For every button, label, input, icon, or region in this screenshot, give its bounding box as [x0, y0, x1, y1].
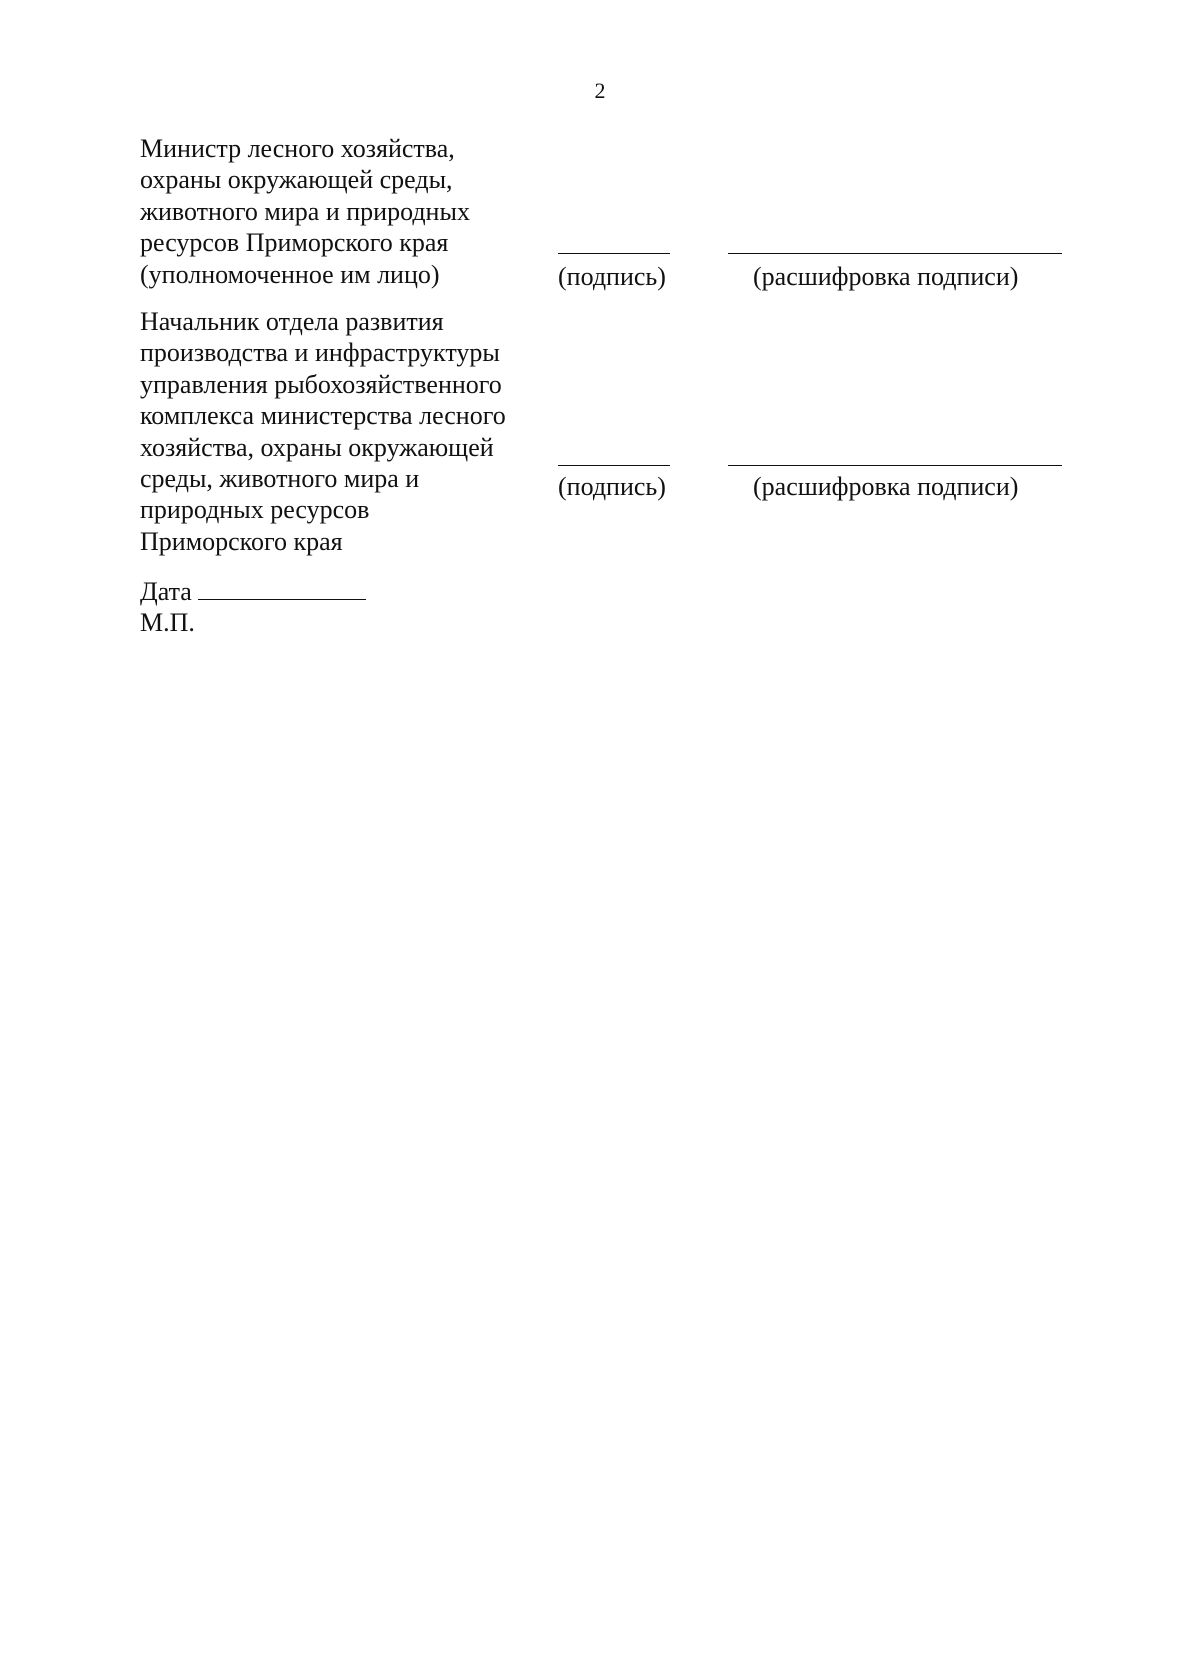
role-line: Начальник отдела развития	[140, 307, 444, 336]
role-line: комплекса министерства лесного	[140, 401, 506, 431]
signature-block-minister	[140, 133, 1080, 293]
role-line: (уполномоченное им лицо)	[140, 259, 440, 289]
role-line: животного мира и природных	[140, 196, 470, 226]
role-line: охраны окружающей среды,	[140, 165, 453, 195]
role-line: производства и инфраструктуры	[140, 338, 500, 368]
decoding-caption: (расшифровка подписи)	[753, 472, 1019, 501]
date-row	[140, 576, 366, 607]
signature-block-department-head	[140, 306, 1080, 566]
role-line: природных ресурсов	[140, 495, 370, 525]
role-line: Приморского края	[140, 526, 343, 556]
decoding-caption: (расшифровка подписи)	[753, 262, 1019, 291]
role-line: управления рыбохозяйственного	[140, 369, 502, 399]
stamp-label: М.П.	[140, 608, 195, 637]
role-line: среды, животного мира и	[140, 464, 420, 494]
decoding-line[interactable]	[728, 465, 1062, 466]
page-number: 2	[594, 78, 606, 103]
signature-caption: (подпись)	[558, 472, 666, 501]
signature-line[interactable]	[558, 253, 670, 254]
role-title	[140, 306, 540, 557]
role-line: ресурсов Приморского края	[140, 228, 449, 258]
role-line: Министр лесного хозяйства,	[140, 134, 455, 163]
decoding-line[interactable]	[728, 253, 1062, 254]
role-title	[140, 133, 540, 290]
role-line: хозяйства, охраны окружающей	[140, 432, 494, 462]
signature-line[interactable]	[558, 465, 670, 466]
date-stamp-block	[140, 576, 366, 638]
signature-caption: (подпись)	[558, 262, 666, 291]
date-label: Дата	[140, 577, 192, 606]
date-line[interactable]	[198, 599, 366, 600]
